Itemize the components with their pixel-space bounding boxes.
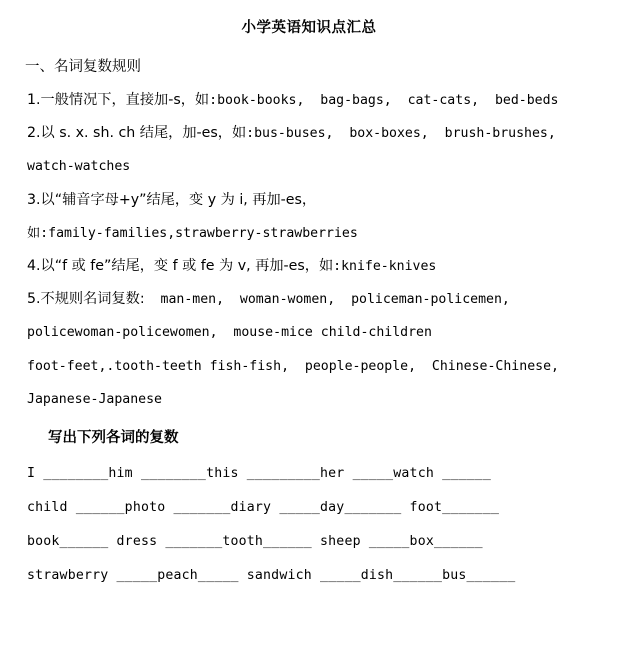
exercise-heading: 写出下列各词的复数 bbox=[48, 430, 179, 447]
rule-4-examples: :knife-knives bbox=[333, 259, 437, 275]
rule-4-chinese-text: 4.以“f 或 fe”结尾，变 f 或 fe 为 v, 再加-es，如 bbox=[27, 258, 334, 275]
rule-item-1 bbox=[0, 74, 618, 107]
rule-2-wrapped-example: watch-watches bbox=[27, 159, 131, 175]
rule-2-examples: :bus-buses, box-boxes, brush-brushes, bbox=[246, 126, 556, 142]
rule-3-chinese-text: 3.以“辅音字母+y”结尾，变 y 为 i, 再加-es， bbox=[27, 191, 317, 208]
rule-5-examples: man-men, woman-women, policeman-policemen, bbox=[144, 292, 510, 308]
exercise-line-2: child ______photo _______diary _____day_______ foot_______ bbox=[27, 499, 500, 515]
rule-item-3 bbox=[0, 174, 618, 207]
rule-5-wrapped-example-1: policewoman-policewomen, mouse-mice child-children bbox=[27, 325, 432, 341]
rule-5-chinese-text: 5.不规则名词复数: bbox=[27, 291, 145, 308]
rule-1-chinese-text: 1.一般情况下，直接加-s，如 bbox=[27, 92, 210, 108]
rule-item-5 bbox=[0, 273, 618, 306]
page-title: 小学英语知识点汇总 bbox=[241, 20, 377, 36]
rule-5-wrapped-example-3: Japanese-Japanese bbox=[27, 391, 162, 407]
rule-5-wrapped-example-2: foot-feet,.tooth-teeth fish-fish, people-people, Chinese-Chinese, bbox=[27, 358, 559, 374]
rule-1-examples: :book-books, bag-bags, cat-cats, bed-beds bbox=[209, 93, 559, 108]
rule-2-chinese-text: 2.以 s. x. sh. ch 结尾，加-es，如 bbox=[27, 125, 247, 142]
exercise-line-1: I ________him ________this _________her _____watch ______ bbox=[27, 465, 491, 481]
rule-item-2 bbox=[0, 107, 618, 140]
section-heading-noun-plural-rules: 一、名词复数规则 bbox=[25, 58, 141, 75]
rule-item-4 bbox=[0, 240, 618, 273]
exercise-line-4: strawberry _____peach_____ sandwich _____dish______bus______ bbox=[27, 568, 516, 584]
rule-3-wrapped-example: 如:family-families,strawberry-strawberries bbox=[27, 225, 358, 241]
exercise-line-3: book______ dress _______tooth______ sheep _____box______ bbox=[27, 533, 483, 549]
